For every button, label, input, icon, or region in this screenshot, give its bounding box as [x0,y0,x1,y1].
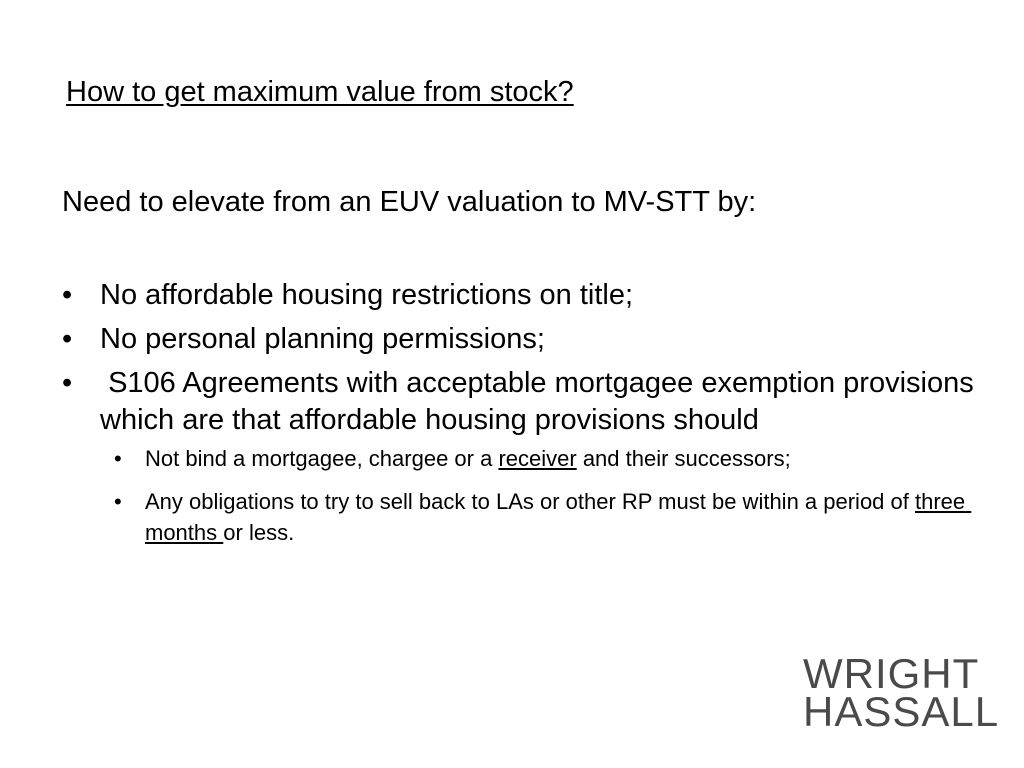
sub-bullet-underlined-text: receiver [498,446,577,471]
bullet-item-s106-agreements [62,365,992,548]
bullet-text: S106 Agreements with acceptable mortgagee exemption provisions which are that affordable housing provisions should [100,367,982,436]
slide-title: How to get maximum value from stock? [66,76,574,108]
bullet-marker: • [62,367,73,399]
bullet-marker: • [62,279,73,311]
sub-bullet-underlined-text: three months [145,489,972,545]
sub-bullet-item-sell-back [100,486,992,548]
sub-bullet-marker: • [114,489,122,514]
bullet-text: No affordable housing restrictions on title; [100,279,634,311]
sub-bullet-marker: • [114,446,122,471]
intro-text: Need to elevate from an EUV valuation to MV-STT by: [62,186,757,218]
bullet-item-planning-permissions [62,321,992,358]
sub-bullet-text-after: and their successors; [576,446,791,471]
logo-line-1: WRIGHT [803,650,980,697]
sub-bullet-item-mortgagee [100,443,992,474]
bullet-item-title-restrictions [62,277,992,314]
sub-bullet-text-before: Not bind a mortgagee, chargee or a [145,446,499,471]
bullet-marker: • [62,323,73,355]
bullet-text: No personal planning permissions; [100,323,545,355]
logo-line-2: HASSALL [803,688,1000,735]
company-logo [803,650,1000,735]
sub-bullet-list [100,443,992,548]
sub-bullet-text-before: Any obligations to try to sell back to LAs or other RP must be within a period of [145,489,915,514]
bullet-list [62,277,992,560]
sub-bullet-text-after: or less. [223,520,295,545]
